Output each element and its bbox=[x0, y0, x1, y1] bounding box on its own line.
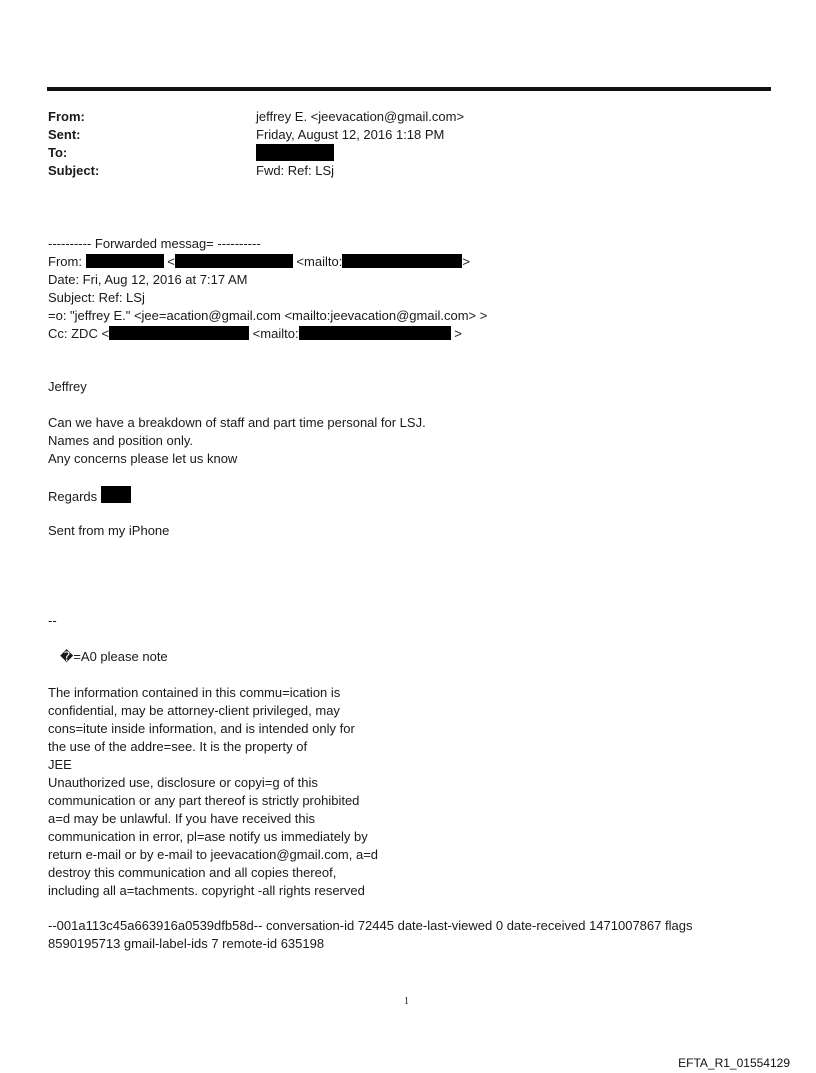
forward-from-line bbox=[48, 253, 470, 271]
forward-subject: Subject: Ref: LSj bbox=[48, 290, 145, 305]
subject-value: Fwd: Ref: LSj bbox=[256, 163, 335, 178]
forward-cc-gt: > bbox=[454, 326, 462, 341]
forward-cc-email-redaction bbox=[109, 326, 249, 340]
forward-from-name-redaction bbox=[86, 254, 164, 268]
disclaimer-line: communication or any part thereof is strictly prohibited bbox=[48, 793, 360, 808]
forward-from-mailto: <mailto: bbox=[296, 254, 343, 269]
forward-cc-prefix: Cc: ZDC < bbox=[48, 326, 110, 341]
bates-number: EFTA_R1_01554129 bbox=[678, 1056, 790, 1070]
metadata-line-2: 8590195713 gmail-label-ids 7 remote-id 635198 bbox=[48, 936, 325, 951]
from-value: jeffrey E. <jeevacation@gmail.com> bbox=[256, 109, 465, 124]
disclaimer-line: JEE bbox=[48, 757, 72, 772]
regards-line bbox=[48, 486, 131, 506]
disclaimer-line: Unauthorized use, disclosure or copyi=g of this bbox=[48, 775, 318, 790]
forward-separator: ---------- Forwarded messag= ---------- bbox=[48, 236, 261, 251]
sent-label: Sent: bbox=[48, 127, 81, 142]
forward-cc-line bbox=[48, 325, 462, 343]
forward-from-lt: < bbox=[167, 254, 175, 269]
regards-name-redaction bbox=[101, 486, 131, 503]
forward-from-gt: > bbox=[462, 254, 470, 269]
metadata-line-1: --001a113c45a663916a0539dfb58d-- conversation-id 72445 date-last-viewed 0 date-received 1471007867 flags bbox=[48, 918, 693, 933]
please-note: �=A0 please note bbox=[60, 649, 168, 664]
top-rule bbox=[47, 87, 771, 91]
to-redaction bbox=[256, 144, 334, 161]
disclaimer-line: a=d may be unlawful. If you have received this bbox=[48, 811, 316, 826]
forward-from-email-redaction bbox=[175, 254, 293, 268]
forward-cc-mailto: <mailto: bbox=[252, 326, 299, 341]
disclaimer-line: including all a=tachments. copyright -all rights reserved bbox=[48, 883, 365, 898]
disclaimer-line: communication in error, pl=ase notify us immediately by bbox=[48, 829, 368, 844]
body-line-2: Names and position only. bbox=[48, 433, 194, 448]
page-number: 1 bbox=[404, 996, 409, 1007]
body-line-1: Can we have a breakdown of staff and part time personal for LSJ. bbox=[48, 415, 426, 430]
disclaimer-line: the use of the addre=see. It is the property of bbox=[48, 739, 308, 754]
forward-date: Date: Fri, Aug 12, 2016 at 7:17 AM bbox=[48, 272, 248, 287]
sent-value: Friday, August 12, 2016 1:18 PM bbox=[256, 127, 445, 142]
disclaimer-line: The information contained in this commu=ication is bbox=[48, 685, 341, 700]
signature: Sent from my iPhone bbox=[48, 523, 170, 538]
signature-dashes: -- bbox=[48, 613, 57, 628]
from-label: From: bbox=[48, 109, 85, 124]
forward-from-prefix: From: bbox=[48, 254, 82, 269]
subject-label: Subject: bbox=[48, 163, 100, 178]
disclaimer-line: destroy this communication and all copies thereof, bbox=[48, 865, 337, 880]
disclaimer-line: return e-mail or by e-mail to jeevacation@gmail.com, a=d bbox=[48, 847, 379, 862]
body-line-3: Any concerns please let us know bbox=[48, 451, 238, 466]
greeting: Jeffrey bbox=[48, 379, 87, 394]
to-label: To: bbox=[48, 145, 68, 160]
forward-to: =o: "jeffrey E." <jee=acation@gmail.com <mailto:jeevacation@gmail.com> > bbox=[48, 308, 488, 323]
regards-text: Regards bbox=[48, 489, 98, 504]
forward-cc-mailto-redaction bbox=[299, 326, 451, 340]
disclaimer-line: cons=itute inside information, and is intended only for bbox=[48, 721, 355, 736]
forward-from-mailto-redaction bbox=[342, 254, 462, 268]
disclaimer-line: confidential, may be attorney-client privileged, may bbox=[48, 703, 340, 718]
